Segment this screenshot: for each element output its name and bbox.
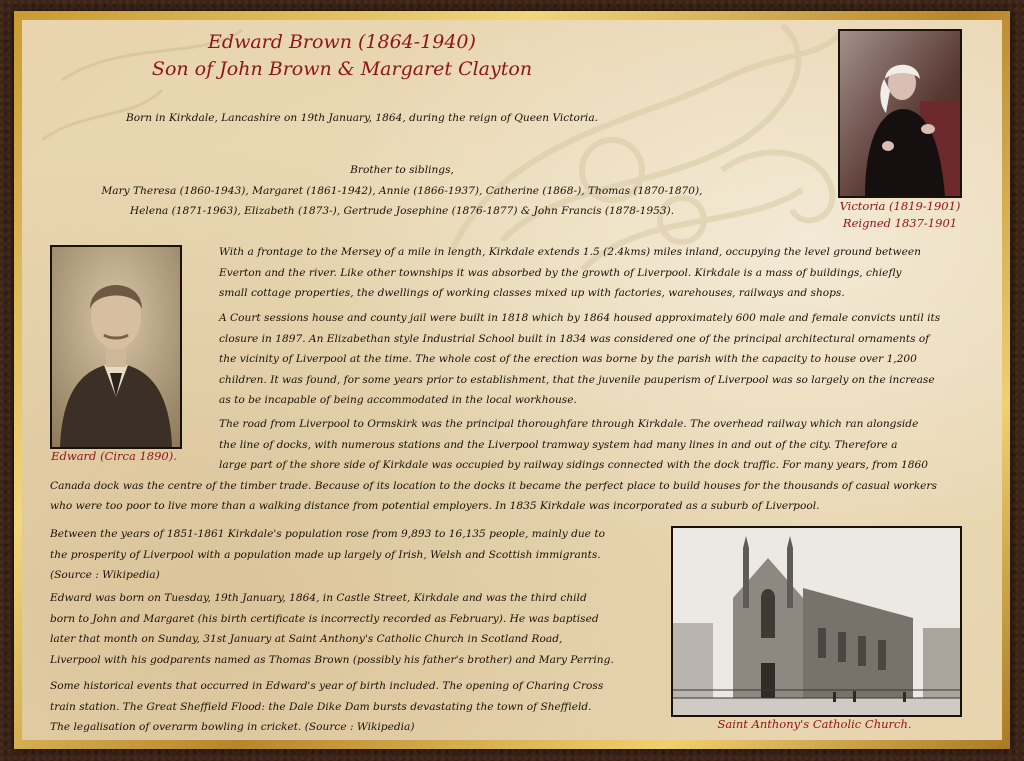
paragraph-edward-birth: [50, 588, 644, 670]
birth-statement: Born in Kirkdale, Lancashire on 19th January, 1864, during the reign of Queen Victoria.: [125, 112, 599, 124]
text-line: The legalisation of overarm bowling in cricket. (Source : Wikipedia): [50, 721, 415, 733]
page-title: Edward Brown (1864-1940): [208, 31, 476, 53]
text-line: who were too poor to live more than a walking distance from potential employers. In 1835 Kirkdale was incorporated as a suburb of Liverpool.: [50, 500, 820, 512]
text-line: The road from Liverpool to Ormskirk was the principal thoroughfare through Kirkdale. The overhead railway which ran alongside: [219, 418, 919, 430]
victoria-caption-name: Victoria (1819-1901): [839, 199, 961, 213]
siblings-line: Mary Theresa (1860-1943), Margaret (1861-1942), Annie (1866-1937), Catherine (1868-), Thomas (1870-1870),: [101, 184, 703, 197]
text-line: train station. The Great Sheffield Flood: the Dale Dike Dam bursts devastating the town of Sheffield.: [50, 700, 592, 713]
text-line: born to John and Margaret (his birth certificate is incorrectly recorded as February). He was baptised: [50, 612, 599, 625]
text-line: as to be incapable of being accommodated in the local workhouse.: [219, 394, 577, 406]
victoria-caption-reign: Reigned 1837-1901: [842, 216, 958, 230]
text-line: Between the years of 1851-1861 Kirkdale's population rose from 9,893 to 16,135 people, mainly due to: [50, 528, 605, 540]
paragraph-road-and-docks: [50, 414, 968, 517]
page-subtitle: Son of John Brown & Margaret Clayton: [151, 58, 533, 80]
text-line: Liverpool with his godparents named as Thomas Brown (possibly his father's brother) and Mary Perring.: [50, 653, 614, 666]
church-caption: Saint Anthony's Catholic Church.: [717, 717, 912, 731]
edward-caption: Edward (Circa 1890).: [51, 449, 177, 463]
victoria-caption: [820, 198, 980, 232]
text-line: later that month on Sunday, 31st January at Saint Anthony's Catholic Church in Scotland Road,: [50, 633, 563, 645]
text-line: A Court sessions house and county jail were built in 1818 which by 1864 housed approximately 600 male and female convicts until its: [219, 312, 941, 324]
text-line: With a frontage to the Mersey of a mile in length, Kirkdale extends 1.5 (2.4kms) miles inland, occupying the level ground between: [219, 246, 921, 258]
text-line: the line of docks, with numerous stations and the Liverpool tramway system had many lines in and out of the city. Therefore a: [219, 438, 898, 451]
siblings-line: Helena (1871-1963), Elizabeth (1873-), Gertrude Josephine (1876-1877) & John Francis (1878-1953).: [129, 205, 675, 217]
paragraph-court-and-school: [219, 308, 968, 411]
saint-anthonys-church-photo: [671, 526, 962, 717]
siblings-block: [62, 160, 742, 222]
paragraph-historical-events: [50, 676, 644, 738]
paragraph-kirkdale-geography: [219, 242, 968, 304]
paragraph-population: [50, 524, 644, 586]
text-line: large part of the shore side of Kirkdale was occupied by railway sidings connected with the dock traffic. For many years, from 1860: [219, 459, 928, 471]
text-line: closure in 1897. An Elizabethan style Industrial School built in 1834 was considered one of the principal architectural ornaments of: [219, 332, 930, 345]
text-line: Some historical events that occurred in Edward's year of birth included. The opening of Charing Cross: [50, 680, 604, 692]
church-photo-image: [673, 528, 960, 715]
victoria-photo-image: [840, 31, 960, 196]
text-line: Everton and the river. Like other townships it was absorbed by the growth of Liverpool. Kirkdale is a mass of buildings, chiefly: [219, 266, 902, 279]
text-line: children. It was found, for some years prior to establishment, that the juvenile pauperism of Liverpool was so largely on the increase: [219, 373, 935, 386]
queen-victoria-portrait: [838, 29, 962, 198]
text-line: the prosperity of Liverpool with a population made up largely of Irish, Welsh and Scottish immigrants.: [50, 548, 601, 561]
text-line: Canada dock was the centre of the timber trade. Because of its location to the docks it became the perfect place to build houses for the thousands of casual workers: [50, 479, 937, 492]
parchment-page: [22, 20, 1002, 740]
siblings-heading: Brother to siblings,: [350, 164, 454, 176]
text-line: Edward was born on Tuesday, 19th January, 1864, in Castle Street, Kirkdale and was the third child: [50, 592, 587, 604]
text-line: (Source : Wikipedia): [50, 569, 160, 581]
text-line: small cottage properties, the dwellings of working classes mixed up with factories, warehouses, railways and shops.: [219, 287, 845, 299]
text-line: the vicinity of Liverpool at the time. The whole cost of the erection was borne by the parish with the capacity to house over 1,200: [219, 353, 917, 365]
